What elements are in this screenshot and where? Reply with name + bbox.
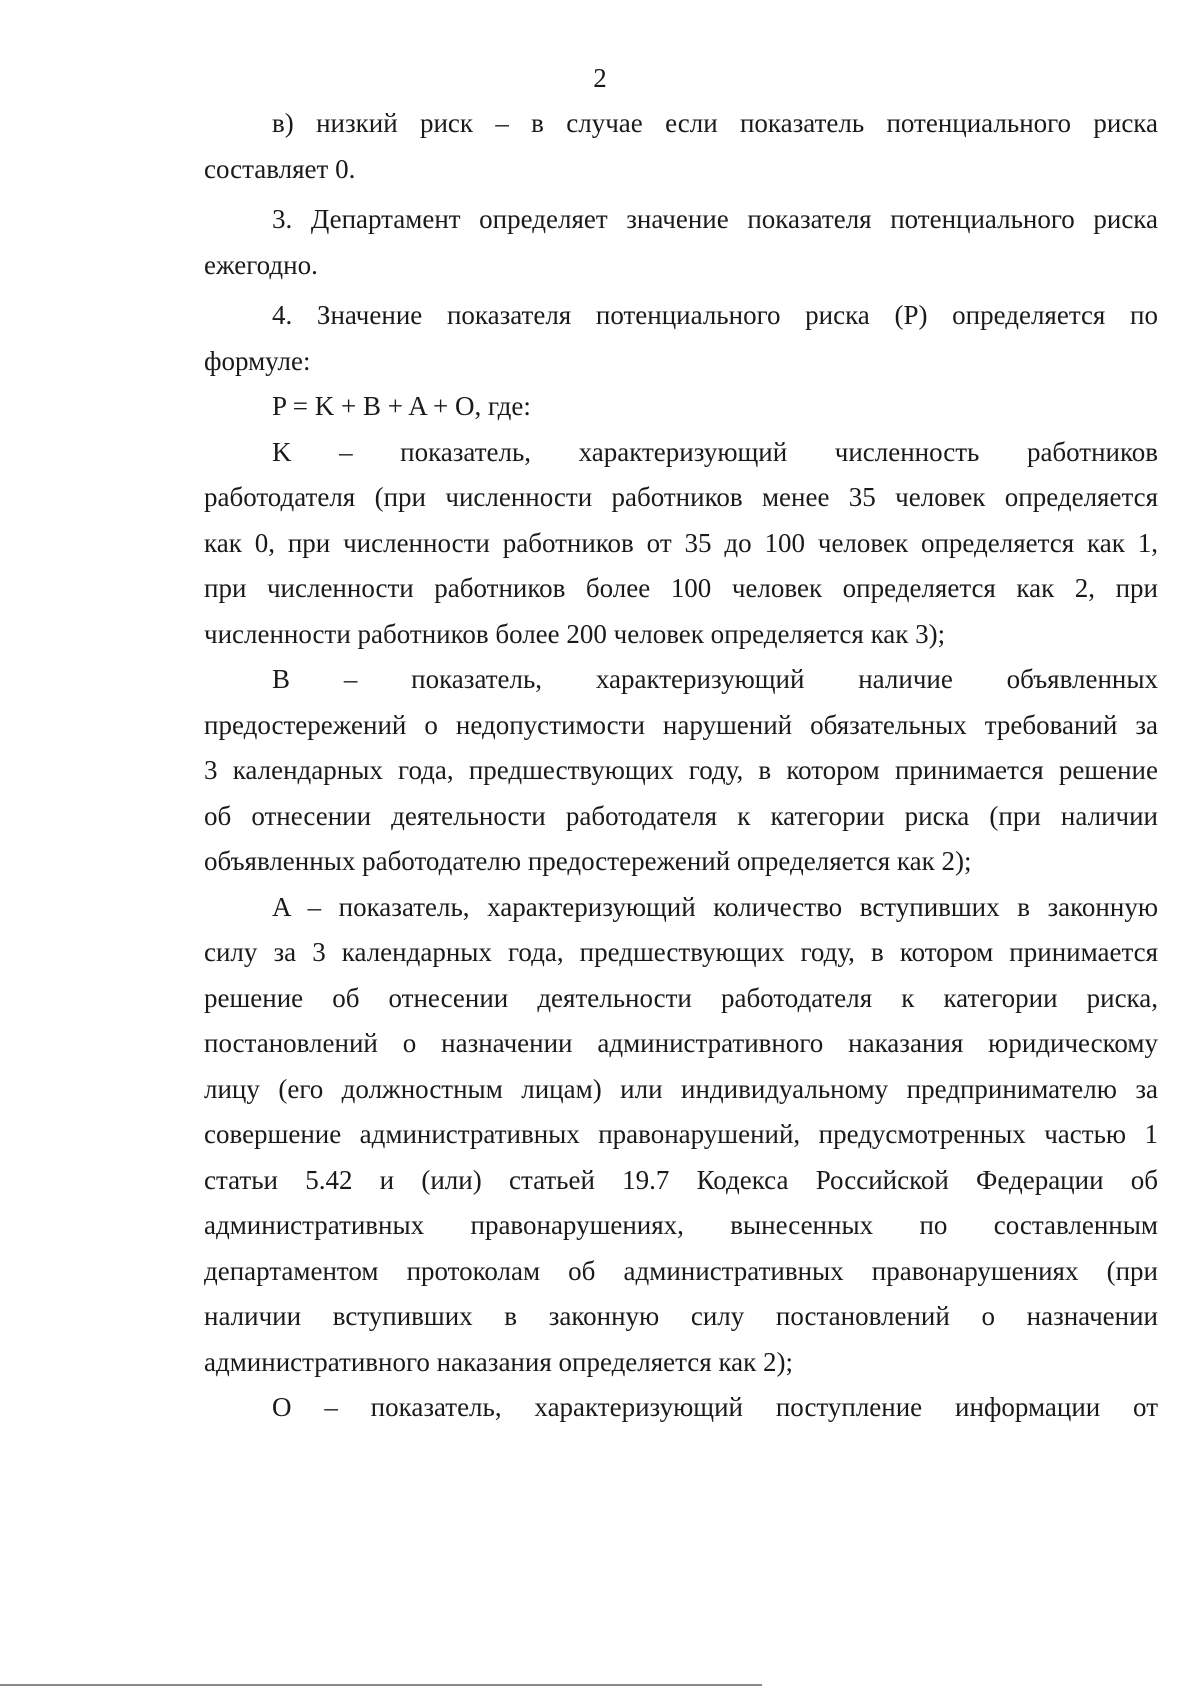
scan-edge-line xyxy=(0,1684,762,1686)
text-line: B – показатель, характеризующий наличие объявленных xyxy=(272,664,1158,694)
text-line: работодателя (при численности работников менее 35 человек определяется xyxy=(204,482,1158,512)
page-number: 2 xyxy=(593,63,607,93)
text-line: административного наказания определяется как 2); xyxy=(204,1346,794,1377)
text-line: силу за 3 календарных года, предшествующих году, в котором принимается xyxy=(204,937,1158,967)
text-line: формуле: xyxy=(204,345,311,376)
text-line: численности работников более 200 человек определяется как 3); xyxy=(204,618,946,649)
text-line: постановлений о назначении административного наказания юридическому xyxy=(204,1028,1158,1058)
text-line: ежегодно. xyxy=(204,249,318,280)
text-line: A – показатель, характеризующий количество вступивших в законную xyxy=(272,891,1158,922)
text-line: административных правонарушениях, вынесенных по составленным xyxy=(204,1210,1158,1240)
text-line: в) низкий риск – в случае если показатель потенциального риска xyxy=(272,108,1158,138)
text-line: департаментом протоколам об административных правонарушениях (при xyxy=(204,1255,1158,1286)
document-body xyxy=(204,101,1158,1431)
text-line: O – показатель, характеризующий поступление информации от xyxy=(272,1392,1158,1422)
text-line: объявленных работодателю предостережений определяется как 2); xyxy=(204,846,972,876)
text-line: составляет 0. xyxy=(204,153,356,184)
text-line: лицу (его должностным лицам) или индивидуальному предпринимателю за xyxy=(204,1073,1158,1104)
text-line: статьи 5.42 и (или) статьей 19.7 Кодекса Российской Федерации об xyxy=(204,1164,1158,1195)
text-line: при численности работников более 100 человек определяется как 2, при xyxy=(204,573,1158,603)
text-line: 3 календарных года, предшествующих году, в котором принимается решение xyxy=(204,755,1158,785)
text-line: предостережений о недопустимости нарушений обязательных требований за xyxy=(204,709,1158,740)
text-line: 4. Значение показателя потенциального риска (P) определяется по xyxy=(272,300,1158,330)
text-line: решение об отнесении деятельности работодателя к категории риска, xyxy=(204,982,1158,1013)
text-line: наличии вступивших в законную силу постановлений о назначении xyxy=(204,1301,1158,1331)
formula-line: P = K + B + A + O, где: xyxy=(272,391,531,421)
text-line: как 0, при численности работников от 35 до 100 человек определяется как 1, xyxy=(204,527,1158,558)
text-line: 3. Департамент определяет значение показателя потенциального риска xyxy=(272,204,1158,234)
text-line: совершение административных правонарушений, предусмотренных частью 1 xyxy=(204,1119,1158,1149)
text-line: об отнесении деятельности работодателя к категории риска (при наличии xyxy=(204,800,1158,831)
text-line: K – показатель, характеризующий численность работников xyxy=(272,436,1158,467)
